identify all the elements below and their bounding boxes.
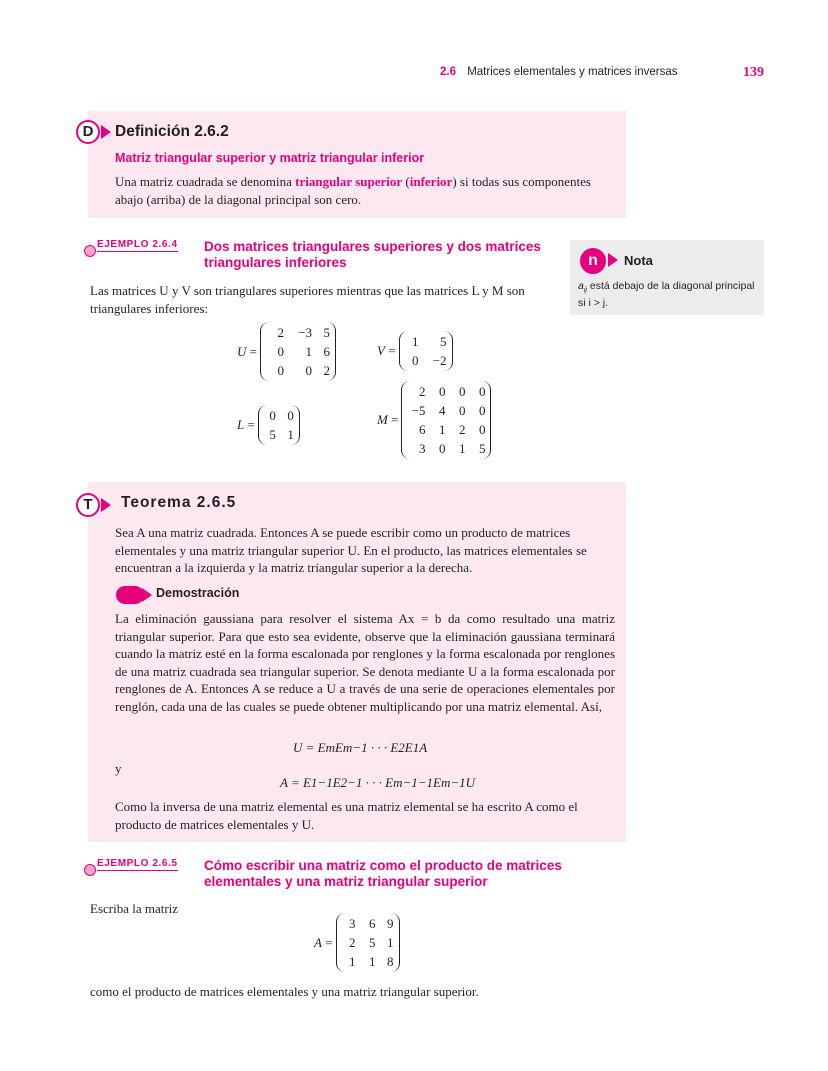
example-dot-icon: [84, 245, 96, 257]
page-number: 139: [743, 65, 764, 80]
matrix-V-body: 1 5 0 −2: [399, 331, 453, 371]
proof-arrow-icon: [142, 588, 152, 602]
proof-label: Demostración: [156, 586, 240, 600]
equation-1: U = EmEm−1 · · · E2E1A: [293, 740, 428, 755]
theorem-arrow-icon: [101, 498, 111, 512]
definition-text: Una matriz cuadrada se denomina triangular superior (inferior) si todas sus componentes abajo (arriba) de la diagonal principal son cero.: [115, 174, 591, 207]
running-header: [440, 66, 770, 78]
example-text: Las matrices U y V son triangulares superiores mientras que las matrices L y M son triangulares inferiores:: [90, 283, 525, 316]
theorem-badge-icon: T: [76, 493, 100, 517]
matrix-M-body: 2 0 0 0 −5 4 0 0 6 1 2 0 3 0 1 5: [401, 381, 491, 459]
example-outro: como el producto de matrices elementales y una matriz triangular superior.: [90, 984, 479, 999]
matrix-L-body: 0 0 5 1: [258, 405, 300, 445]
definition-arrow-icon: [101, 125, 111, 139]
matrix-A-body: 3 6 9 2 5 1 1 1 8: [336, 913, 400, 972]
section-number: 2.6: [440, 66, 456, 78]
note-arrow-icon: [608, 253, 618, 267]
note-title: Nota: [624, 253, 653, 268]
example-title: Dos matrices triangulares superiores y dos matrices triangulares inferiores: [204, 239, 541, 270]
theorem-box: [88, 482, 626, 842]
theorem-statement: Sea A una matriz cuadrada. Entonces A se puede escribir como un producto de matrices elementales y una matriz triangular superior U. En el producto, las matrices elementales se encuentran a la izquierda y la matriz triangular superior a la derecha.: [115, 525, 587, 575]
hand-pointer-icon: [116, 586, 144, 604]
definition-box: [88, 111, 626, 218]
theorem-title: Teorema 2.6.5: [121, 494, 237, 511]
matrix-U: U = 2 −3 5 0 1 6 0 0 2: [237, 322, 336, 381]
example-label: EJEMPLO 2.6.4: [97, 239, 178, 250]
matrix-V: V = 1 5 0 −2: [377, 331, 453, 371]
matrix-M: M = 2 0 0 0 −5 4 0 0 6 1 2 0 3 0 1 5: [377, 381, 491, 459]
section-title: Matrices elementales y matrices inversas: [467, 66, 678, 78]
term-upper: triangular superior: [295, 174, 403, 189]
proof-text: La eliminación gaussiana para resolver el sistema Ax = b da como resultado una matriz triangular superior. Para que esto sea evidente, observe que la eliminación gaussiana terminará cuando la matriz esté en la forma escalonada por renglones y la forma escalonada por renglones de una matriz cuadrada sea triangular superior. Se denota mediante U a la forma escalonada por renglones de A. Entonces A se reduce a U a través de una serie de operaciones elementales por renglón, cada una de las cuales se puede obtener multiplicando por una matriz elemental. Así,: [115, 611, 615, 714]
example-title: Cómo escribir una matriz como el producto de matrices elementales y una matriz triangular superior: [204, 858, 562, 889]
matrix-L: L = 0 0 5 1: [237, 405, 300, 445]
example-intro: Escriba la matriz: [90, 901, 179, 916]
matrix-A: A = 3 6 9 2 5 1 1 1 8: [314, 913, 400, 972]
note-text: $a_{ij}$ está debajo de la diagonal principal si i > j.: [578, 280, 755, 310]
note-badge-icon: n: [580, 248, 606, 274]
matrix-U-body: 2 −3 5 0 1 6 0 0 2: [260, 322, 336, 381]
example-label: EJEMPLO 2.6.5: [97, 858, 178, 869]
theorem-closing: Como la inversa de una matriz elemental es una matriz elemental se ha escrito A como el producto de matrices elementales y U.: [115, 799, 578, 832]
definition-badge-icon: D: [76, 120, 100, 144]
note-box: [570, 240, 764, 315]
term-lower: inferior: [409, 174, 453, 189]
example-dot-icon: [84, 864, 96, 876]
definition-subtitle: Matriz triangular superior y matriz triangular inferior: [115, 151, 425, 165]
equation-2: A = E1−1E2−1 · · · Em−1−1Em−1U: [280, 775, 476, 790]
definition-title: Definición 2.6.2: [115, 123, 229, 140]
conjunction-y: y: [115, 761, 122, 776]
